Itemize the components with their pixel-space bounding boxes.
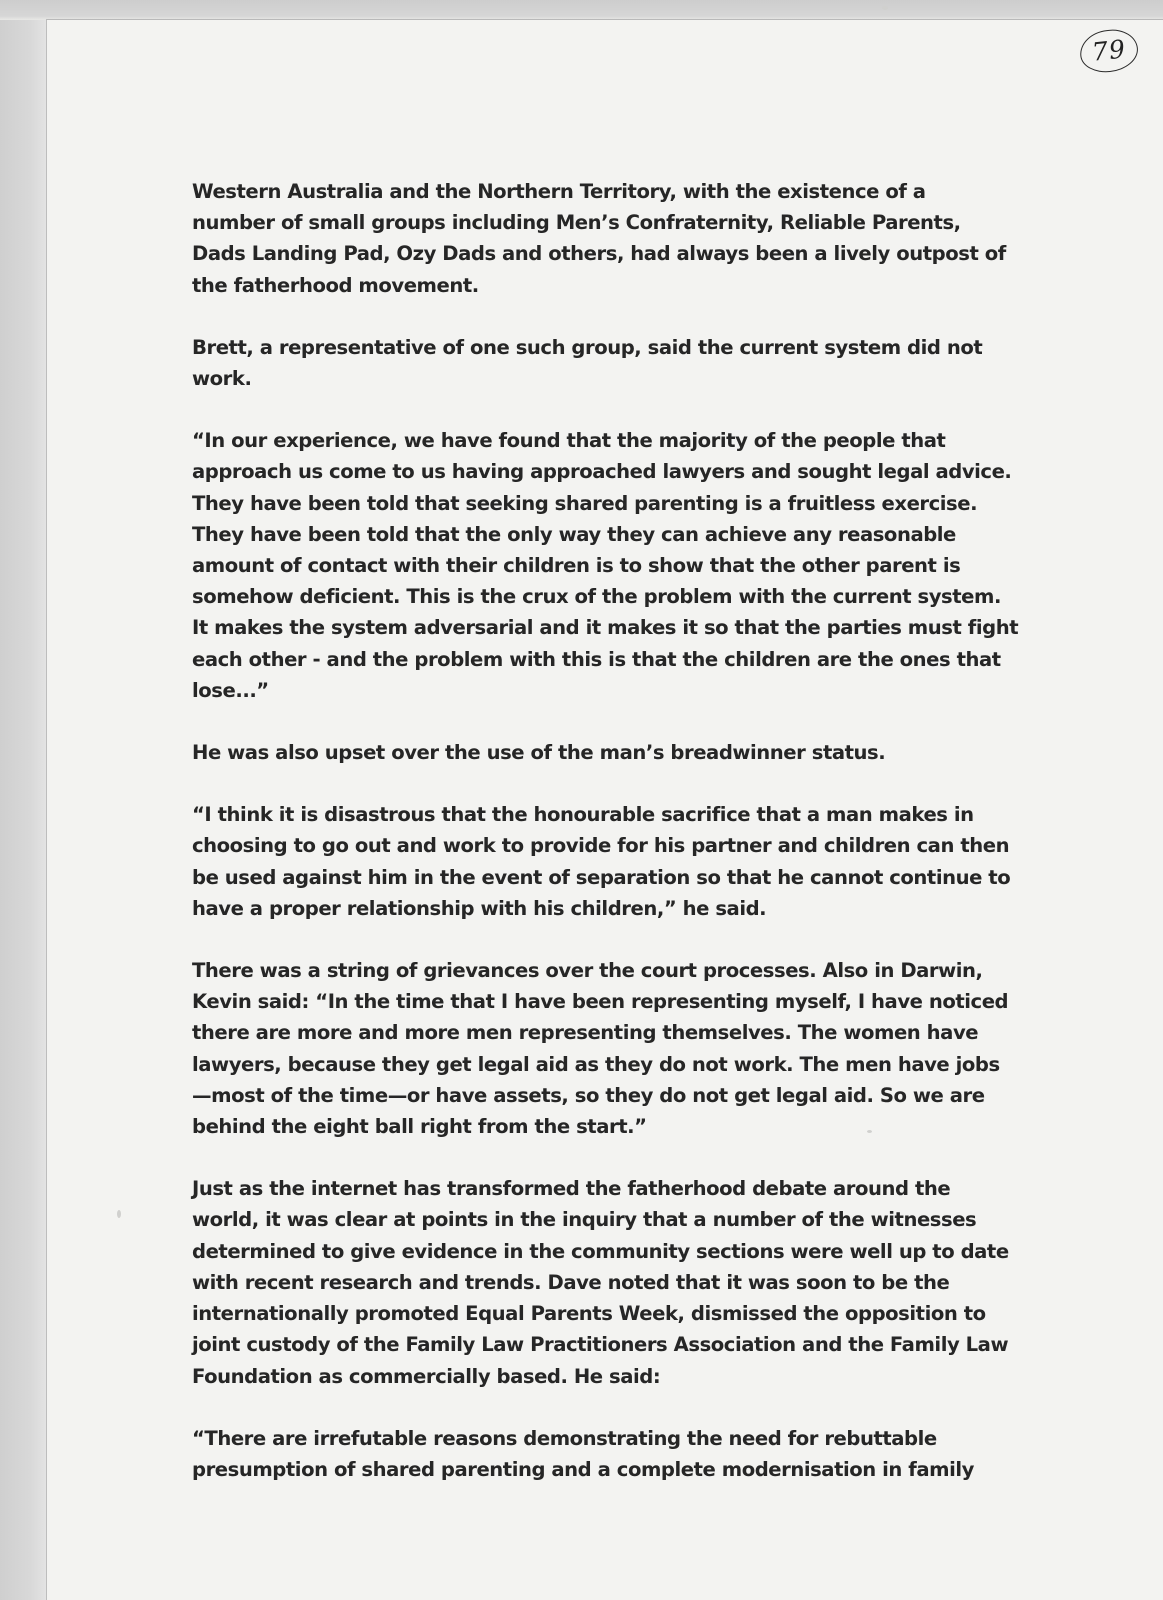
text-line: Western Australia and the Northern Territory, with the existence of a xyxy=(192,180,926,203)
text-line: “I think it is disastrous that the honourable sacrifice that a man makes in xyxy=(192,803,974,827)
text-line: have a proper relationship with his children,” he said. xyxy=(192,896,767,920)
text-line: Foundation as commercially based. He said: xyxy=(192,1364,661,1388)
paragraph xyxy=(192,799,1022,924)
text-line: Brett, a representative of one such group, said the current system did not xyxy=(192,335,983,359)
text-line: joint custody of the Family Law Practitioners Association and the Family Law xyxy=(192,1333,1009,1357)
text-line: amount of contact with their children is to show that the other parent is xyxy=(192,554,961,578)
text-line: approach us come to us having approached lawyers and sought legal advice. xyxy=(192,460,1012,484)
text-line: internationally promoted Equal Parents Week, dismissed the opposition to xyxy=(192,1302,986,1326)
text-line: “In our experience, we have found that the majority of the people that xyxy=(192,429,946,453)
text-line: —most of the time—or have assets, so they do not get legal aid. So we are xyxy=(192,1083,985,1107)
text-line: choosing to go out and work to provide for his partner and children can then xyxy=(192,834,1010,858)
document-body xyxy=(192,176,1022,1516)
text-line: each other - and the problem with this is that the children are the ones that xyxy=(192,647,1001,671)
text-line: number of small groups including Men’s Confraternity, Reliable Parents, xyxy=(192,211,961,235)
text-line: They have been told that the only way they can achieve any reasonable xyxy=(192,522,956,546)
text-line: lose...” xyxy=(192,678,269,702)
text-line: be used against him in the event of separation so that he cannot continue to xyxy=(192,865,1011,889)
text-line: There was a string of grievances over the court processes. Also in Darwin, xyxy=(192,959,983,983)
handwritten-page-number: 79 xyxy=(1078,27,1140,75)
text-line: Dads Landing Pad, Ozy Dads and others, had always been a lively outpost of xyxy=(192,242,1006,266)
text-line: lawyers, because they get legal aid as they do not work. The men have jobs xyxy=(192,1052,1000,1076)
text-line: there are more and more men representing themselves. The women have xyxy=(192,1021,979,1045)
text-line: Kevin said: “In the time that I have been representing myself, I have noticed xyxy=(192,990,1009,1014)
paragraph xyxy=(192,176,1022,301)
paragraph xyxy=(192,737,1022,768)
scan-speck xyxy=(117,1210,121,1218)
paragraph xyxy=(192,1173,1022,1391)
text-line: the fatherhood movement. xyxy=(192,273,479,297)
text-line: They have been told that seeking shared parenting is a fruitless exercise. xyxy=(192,491,978,515)
text-line: determined to give evidence in the community sections were well up to date xyxy=(192,1239,1009,1263)
text-line: He was also upset over the use of the man’s breadwinner status. xyxy=(192,741,886,765)
paragraph xyxy=(192,332,1022,394)
text-line: work. xyxy=(192,367,252,391)
text-line: world, it was clear at points in the inquiry that a number of the witnesses xyxy=(192,1208,977,1232)
text-line: behind the eight ball right from the start.” xyxy=(192,1115,647,1139)
scanner-edge xyxy=(0,0,1163,20)
text-line: “There are irrefutable reasons demonstrating the need for rebuttable xyxy=(192,1426,937,1450)
text-line: presumption of shared parenting and a complete modernisation in family xyxy=(192,1457,974,1481)
text-line: with recent research and trends. Dave noted that it was soon to be the xyxy=(192,1270,950,1294)
scan-speck xyxy=(882,6,888,10)
paragraph xyxy=(192,1423,1022,1485)
text-line: Just as the internet has transformed the fatherhood debate around the xyxy=(192,1177,951,1201)
text-line: somehow deficient. This is the crux of the problem with the current system. xyxy=(192,585,1001,609)
text-line: It makes the system adversarial and it makes it so that the parties must fight xyxy=(192,616,1019,640)
paragraph xyxy=(192,425,1022,706)
paragraph xyxy=(192,955,1022,1142)
